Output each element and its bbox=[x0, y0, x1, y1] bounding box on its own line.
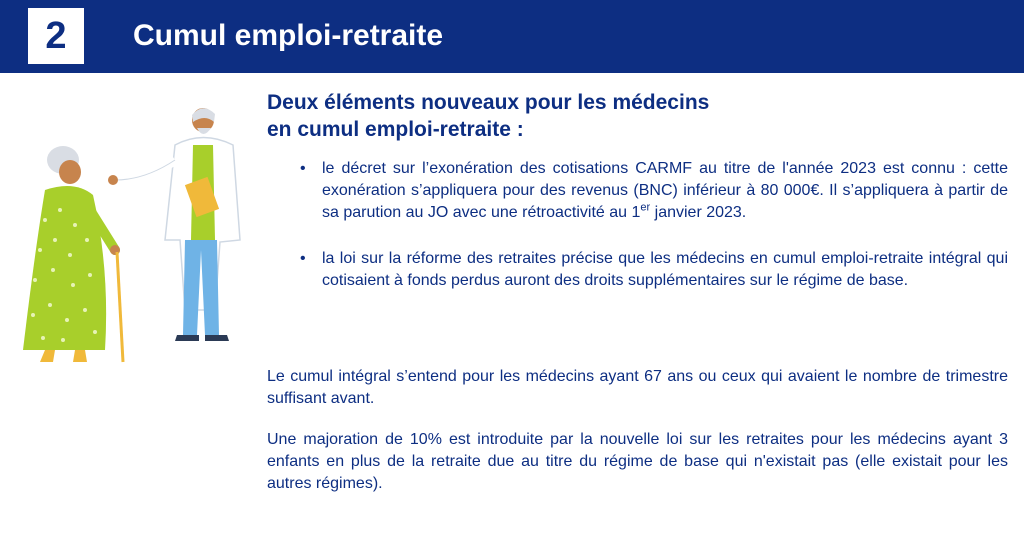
section-number: 2 bbox=[28, 8, 84, 64]
section-heading bbox=[267, 89, 867, 143]
elderly-woman-and-doctor-illustration bbox=[15, 100, 255, 370]
doctor-figure bbox=[108, 108, 240, 341]
bullet-dot-icon: • bbox=[300, 250, 306, 267]
paragraph-majoration: Une majoration de 10% est introduite par la nouvelle loi sur les retraites pour les médecins ayant 3 enfants en plus de la retraite due au titre du régime de base qui n'existait pas (elle existait pour les autres régimes). bbox=[267, 431, 1008, 492]
bullet-superscript: er bbox=[640, 201, 651, 214]
header-banner bbox=[0, 0, 1024, 73]
bullet-dot-icon: • bbox=[300, 160, 306, 177]
bullet-text-part1: le décret sur l’exonération des cotisations CARMF au titre de l'année 2023 est connu : cette exonération s’appliquera pour des revenus (BNC) inférieur à 80 000€. Il s’appliquera à partir de sa parution au JO avec une rétroactivité au 1 bbox=[322, 160, 1008, 221]
bullet-item-reforme bbox=[300, 248, 1008, 292]
heading-line-2: en cumul emploi-retraite : bbox=[267, 118, 524, 141]
bullet-text: la loi sur la réforme des retraites précise que les médecins en cumul emploi-retraite intégral qui cotisaient à fonds perdus auront des droits supplémentaires sur le régime de base. bbox=[322, 250, 1008, 289]
paragraph-cumul-integral: Le cumul intégral s’entend pour les médecins ayant 67 ans ou ceux qui avaient le nombre de trimestre suffisant avant. bbox=[267, 368, 1008, 407]
bullet-item-exoneration bbox=[300, 158, 1008, 224]
heading-line-1: Deux éléments nouveaux pour les médecins bbox=[267, 91, 710, 114]
elderly-woman-figure bbox=[23, 146, 123, 362]
bullet-list bbox=[300, 158, 1008, 316]
bullet-text-part2: janvier 2023. bbox=[650, 204, 747, 221]
page-title: Cumul emploi-retraite bbox=[133, 19, 444, 52]
